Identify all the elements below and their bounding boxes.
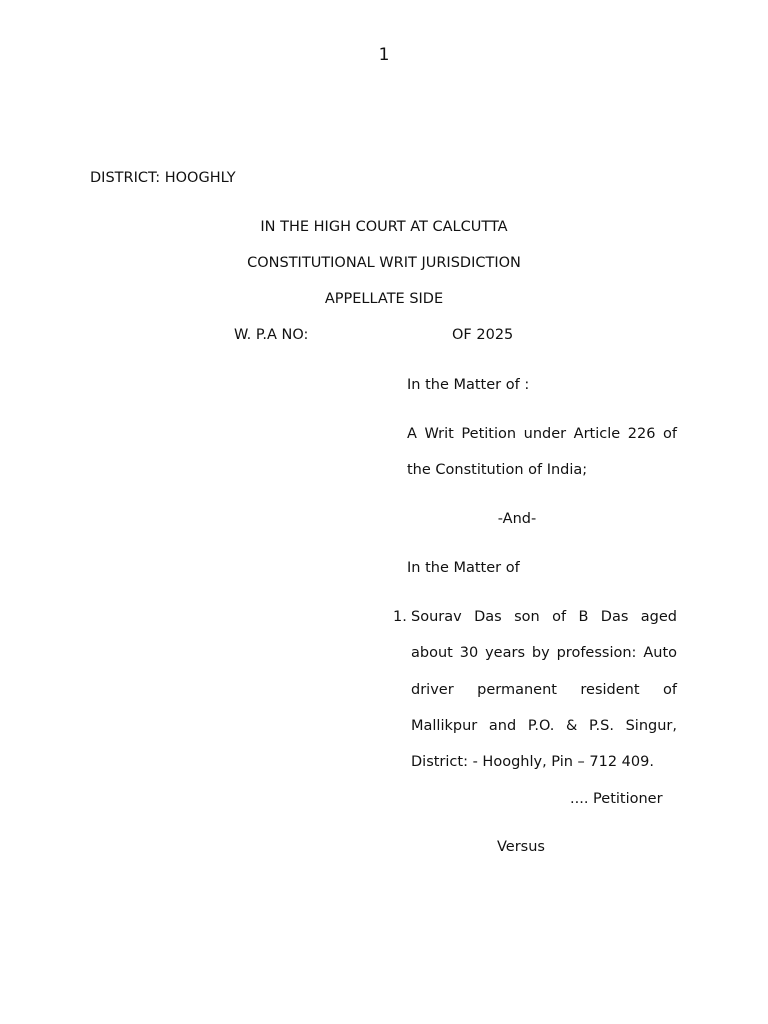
petitioner-line: about 30 years by profession: Auto	[411, 645, 677, 661]
writ-line-1: A Writ Petition under Article 226 of	[407, 426, 677, 442]
matter-heading-1: In the Matter of :	[407, 377, 530, 393]
versus-heading: Versus	[497, 839, 545, 855]
court-jurisdiction: CONSTITUTIONAL WRIT JURISDICTION	[247, 255, 521, 271]
court-name: IN THE HIGH COURT AT CALCUTTA	[260, 219, 508, 235]
and-separator: -And-	[497, 511, 537, 527]
petitioner-line: Mallikpur and P.O. & P.S. Singur,	[411, 718, 677, 734]
court-side: APPELLATE SIDE	[324, 291, 444, 307]
case-year: OF 2025	[452, 327, 514, 343]
writ-line-2: the Constitution of India;	[407, 462, 588, 478]
district-heading: DISTRICT: HOOGHLY	[90, 170, 236, 186]
page-number: 1	[378, 45, 390, 65]
case-number-label: W. P.A NO:	[234, 327, 309, 343]
petitioner-number: 1.	[393, 609, 407, 625]
petitioner-line: driver permanent resident of	[411, 682, 677, 698]
matter-heading-2: In the Matter of	[407, 560, 520, 576]
petitioner-line: Sourav Das son of B Das aged	[411, 609, 677, 625]
petitioner-line: District: - Hooghly, Pin – 712 409.	[411, 754, 654, 770]
petitioner-role: .... Petitioner	[570, 791, 663, 807]
